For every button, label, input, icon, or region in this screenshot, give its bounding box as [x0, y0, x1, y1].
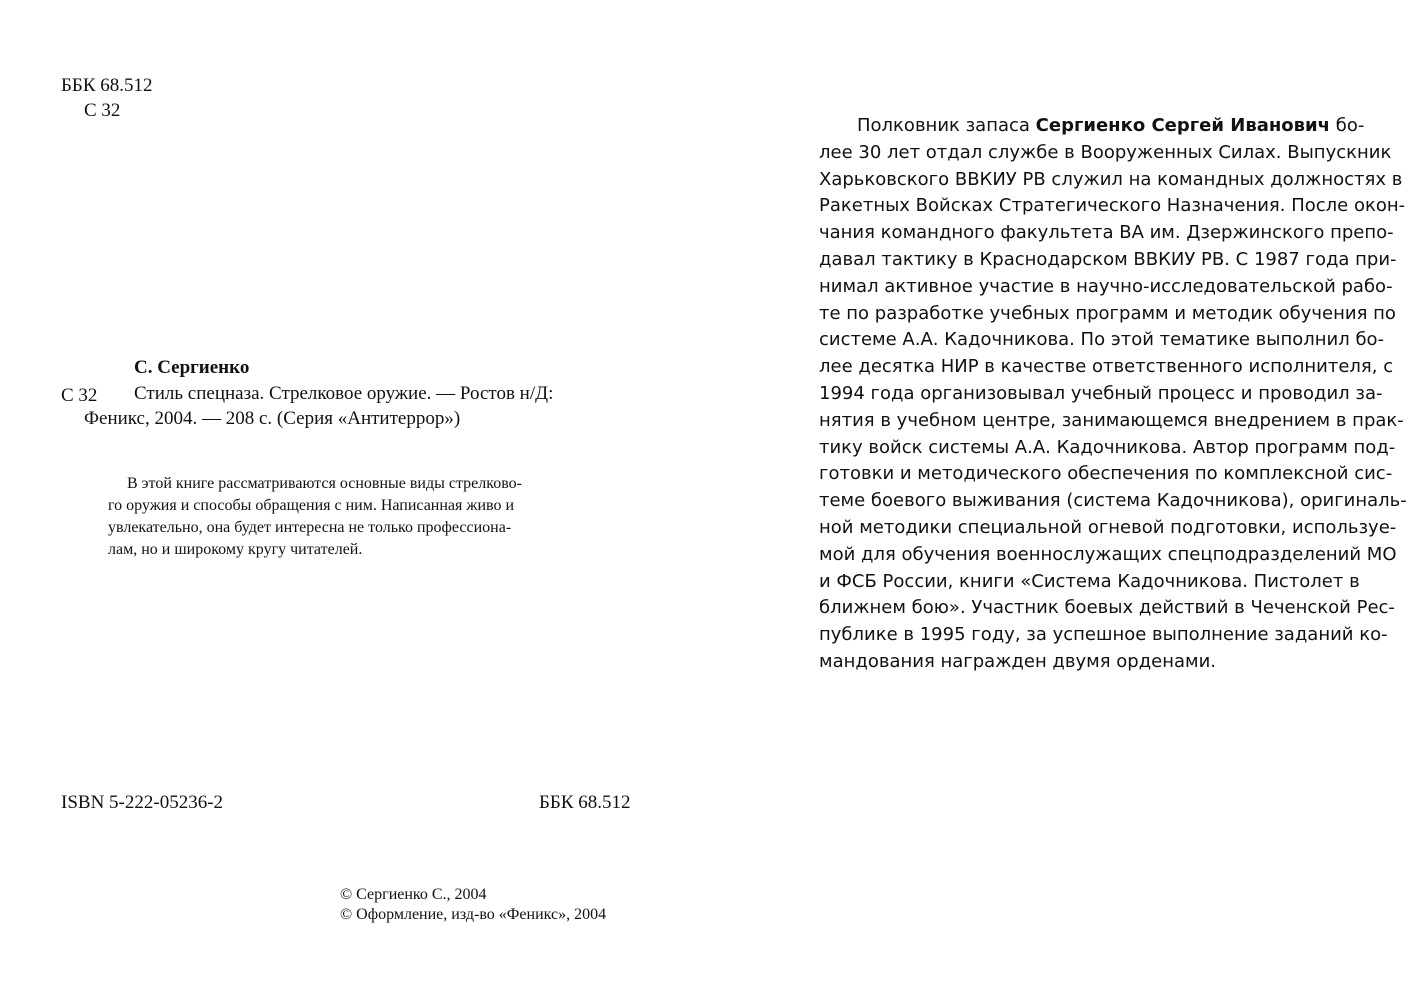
- bio-line: лее 30 лет отдал службе в Вооруженных Силах. Выпускник: [819, 141, 1392, 163]
- bio-line: и ФСБ России, книги «Система Кадочникова. Пистолет в: [819, 570, 1360, 592]
- bio-line: ной методики специальной огневой подготовки, используе-: [819, 516, 1397, 538]
- bio-line: чания командного факультета ВА им. Дзержинского препо-: [819, 222, 1394, 244]
- bio-line: лее десятка НИР в качестве ответственного исполнителя, с: [819, 356, 1394, 378]
- author-name: С. Сергиенко: [134, 357, 250, 378]
- bio-line: публике в 1995 году, за успешное выполнение заданий ко-: [819, 624, 1388, 646]
- bio-line: нимал активное участие в научно-исследовательской рабо-: [819, 275, 1393, 297]
- bio-line: ближнем бою». Участник боевых действий в Чеченской Рес-: [819, 597, 1395, 619]
- bio-line: системе А.А. Кадочникова. По этой тематике выполнил бо-: [819, 329, 1385, 351]
- bio-line: 1994 года организовывал учебный процесс и проводил за-: [819, 382, 1383, 404]
- author-biography: [819, 113, 1407, 676]
- annotation: [108, 473, 638, 561]
- bio-line: [819, 113, 1379, 140]
- bio-line: тику войск системы А.А. Кадочникова. Автор программ под-: [819, 436, 1396, 458]
- copyright-author: © Сергиенко С., 2004: [340, 886, 487, 903]
- bio-line: Ракетных Войсках Стратегического Назначения. После окон-: [819, 195, 1406, 217]
- bio-line: теме боевого выживания (система Кадочникова), оригиналь-: [819, 490, 1407, 512]
- bio-suffix: бо-: [1330, 115, 1365, 136]
- isbn: ISBN 5-222-05236-2: [61, 792, 224, 813]
- bio-line: Харьковского ВВКИУ РВ служил на командных должностях в: [819, 168, 1403, 190]
- left-page: [0, 0, 712, 1000]
- annotation-line: В этой книге рассматриваются основные виды стрелково-: [127, 475, 522, 492]
- bio-line: мой для обучения военнослужащих спецподразделений МО: [819, 543, 1397, 565]
- annotation-line: го оружия и способы обращения с ним. Написанная живо и: [108, 497, 515, 514]
- author-code-entry: С 32: [61, 385, 98, 406]
- author-code-top: С 32: [84, 100, 121, 121]
- annotation-line: увлекательно, она будет интересна не только профессиона-: [108, 519, 512, 536]
- bibliographic-title-line-2: Феникс, 2004. — 208 с. (Серия «Антитеррор»): [84, 408, 461, 429]
- bio-line: готовки и методического обеспечения по комплексной сис-: [819, 463, 1393, 485]
- bio-author-name: Сергиенко Сергей Иванович: [1035, 115, 1331, 136]
- right-page: [712, 0, 1425, 1000]
- bio-line: те по разработке учебных программ и методик обучения по: [819, 302, 1396, 324]
- bio-line: давал тактику в Краснодарском ВВКИУ РВ. С 1987 года при-: [819, 248, 1397, 270]
- copyright-design: © Оформление, изд-во «Феникс», 2004: [340, 906, 607, 923]
- bio-line: мандования награжден двумя орденами.: [819, 650, 1217, 672]
- bbk-index-top: ББК 68.512: [61, 75, 153, 96]
- bio-line: нятия в учебном центре, занимающемся внедрением в прак-: [819, 409, 1404, 431]
- annotation-line: лам, но и широкому кругу читателей.: [108, 541, 363, 558]
- bio-prefix: Полковник запаса: [857, 115, 1036, 136]
- bibliographic-title-line-1: Стиль спецназа. Стрелковое оружие. — Ростов н/Д:: [134, 383, 554, 404]
- bbk-index-bottom: ББК 68.512: [539, 792, 631, 813]
